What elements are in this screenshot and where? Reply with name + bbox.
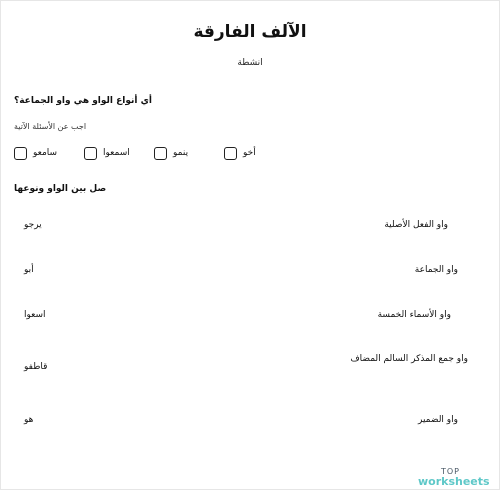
option-label-1: سامعو	[33, 148, 58, 158]
question-2: صل بين الواو ونوعها	[14, 184, 107, 194]
option-label-3: ينمو	[173, 148, 189, 158]
match-right-2[interactable]: واو الجماعة	[414, 265, 458, 275]
instruction-text: اجب عن الأسئلة الآتية	[14, 122, 87, 131]
checkbox-1[interactable]	[14, 147, 27, 160]
match-left-5[interactable]: هو	[24, 415, 34, 425]
match-left-4[interactable]: قاطفو	[24, 362, 48, 372]
match-left-3[interactable]: اسعوا	[24, 310, 46, 320]
option-1[interactable]	[14, 145, 57, 161]
logo-worksheets-text: worksheets	[418, 475, 490, 488]
match-right-5[interactable]: واو الضمير	[418, 415, 458, 425]
match-left-1[interactable]: يرجو	[24, 220, 42, 230]
page-subtitle: انشطة	[237, 58, 263, 68]
topworksheets-logo	[418, 468, 488, 487]
match-right-3[interactable]: واو الأسماء الخمسة	[377, 310, 451, 320]
match-right-4[interactable]: واو جمع المذكر السالم المضاف	[350, 354, 468, 364]
option-label-4: أخو	[243, 148, 256, 158]
logo-top-text: TOP	[440, 467, 460, 476]
option-4[interactable]	[224, 145, 256, 161]
checkbox-3[interactable]	[154, 147, 167, 160]
match-left-2[interactable]: أبو	[24, 265, 34, 275]
checkbox-4[interactable]	[224, 147, 237, 160]
match-right-1[interactable]: واو الفعل الأصلية	[384, 220, 448, 230]
option-3[interactable]	[154, 145, 188, 161]
page-title: الآلف الفارقة	[193, 22, 307, 42]
option-2[interactable]	[84, 145, 130, 161]
option-label-2: اسمعوا	[103, 148, 130, 158]
checkbox-2[interactable]	[84, 147, 97, 160]
question-1: أي أنواع الواو هي واو الجماعة؟	[14, 96, 152, 106]
